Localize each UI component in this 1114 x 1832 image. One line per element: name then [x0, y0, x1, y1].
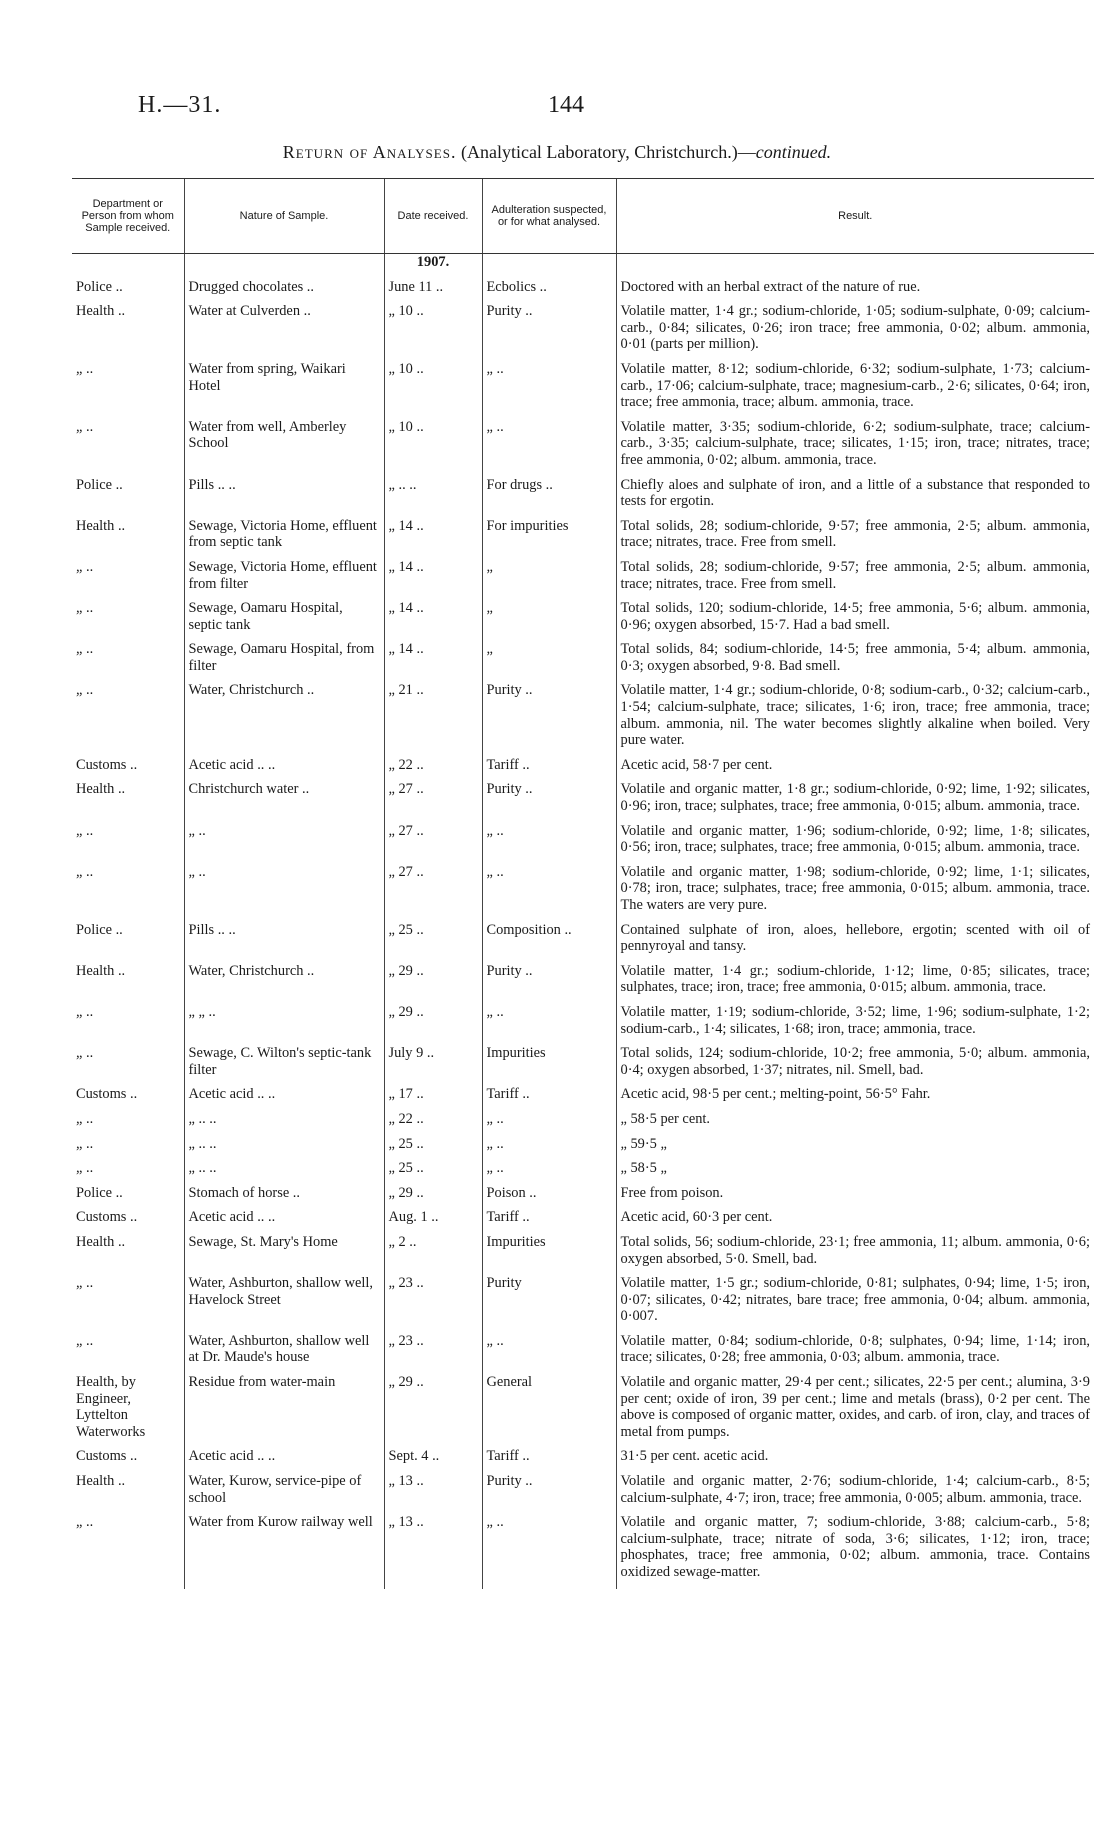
table-header-row	[72, 179, 1094, 254]
cell-department: „ ..	[76, 418, 94, 435]
cell-nature: „ ..	[184, 823, 384, 864]
cell-department: Health ..	[76, 517, 126, 534]
cell-date: „ 14 ..	[384, 600, 482, 641]
header-department: Department or Person from whom Sample received.	[72, 179, 184, 254]
cell-date: „ 27 ..	[384, 781, 482, 822]
cell-department: „ ..	[76, 682, 94, 699]
cell-nature: Residue from water-main	[184, 1374, 384, 1448]
cell-date: „ 22 ..	[384, 1111, 482, 1136]
cell-date: „ 29 ..	[384, 1374, 482, 1448]
cell-department: „ ..	[76, 600, 94, 617]
cell-nature: Water from Kurow railway well	[184, 1514, 384, 1588]
cell-result: Contained sulphate of iron, aloes, hellebore, ergotin; scented with oil of pennyroyal and tansy.	[616, 922, 1094, 963]
table-row	[72, 1045, 1094, 1086]
cell-adulteration: „ ..	[482, 1111, 616, 1136]
table-row	[72, 1209, 1094, 1234]
cell-adulteration: „ ..	[482, 1136, 616, 1161]
cell-adulteration: „ ..	[482, 864, 616, 922]
cell-adulteration: Purity ..	[482, 781, 616, 822]
header-date: Date received.	[384, 179, 482, 254]
cell-adulteration: For drugs ..	[482, 477, 616, 518]
cell-nature: „ .. ..	[184, 1136, 384, 1161]
cell-adulteration: „ ..	[482, 1333, 616, 1374]
cell-department: „ ..	[76, 1160, 94, 1177]
cell-adulteration: Composition ..	[482, 922, 616, 963]
cell-adulteration: Tariff ..	[482, 1086, 616, 1111]
header-result: Result.	[616, 179, 1094, 254]
cell-result: Total solids, 28; sodium-chloride, 9·57; free ammonia, 2·5; album. ammonia, trace; nitrates, trace. Free from smell.	[616, 518, 1094, 559]
cell-department: „ ..	[76, 360, 94, 377]
cell-adulteration: „ ..	[482, 361, 616, 419]
header-nature: Nature of Sample.	[184, 179, 384, 254]
cell-adulteration: Tariff ..	[482, 757, 616, 782]
cell-result: Acetic acid, 60·3 per cent.	[616, 1209, 1094, 1234]
cell-result: Volatile and organic matter, 29·4 per cent.; silicates, 22·5 per cent.; alumina, 3·9 per cent; oxide of iron, 39 per cent.; lime and metals (brass), 0·2 per cent. The above is composed of organic matter, oxides, and carb. of iron, clay, and traces of metal from pumps.	[616, 1374, 1094, 1448]
subtitle-title: Return of Analyses.	[282, 142, 457, 162]
cell-date: „ 14 ..	[384, 518, 482, 559]
cell-result: Total solids, 84; sodium-chloride, 14·5; free ammonia, 5·4; album. ammonia, 0·3; oxygen absorbed, 9·8. Bad smell.	[616, 641, 1094, 682]
cell-date: „ 25 ..	[384, 1136, 482, 1161]
cell-result: Free from poison.	[616, 1185, 1094, 1210]
cell-result: Volatile and organic matter, 7; sodium-chloride, 3·88; calcium-carb., 5·8; calcium-sulphate, trace; nitrate of soda, 3·6; silicates, 1·12; iron, trace; phosphates, trace; free ammonia, 0·02; album. ammonia, trace. Contains oxidized sewage-matter.	[616, 1514, 1094, 1588]
cell-adulteration: „	[482, 559, 616, 600]
table-row	[72, 1185, 1094, 1210]
subtitle-location: (Analytical Laboratory, Christchurch.)—	[460, 142, 756, 162]
cell-nature: Water, Kurow, service-pipe of school	[184, 1473, 384, 1514]
cell-nature: Acetic acid .. ..	[184, 1209, 384, 1234]
table-row	[72, 823, 1094, 864]
table-row	[72, 1234, 1094, 1275]
cell-department: Health ..	[76, 781, 126, 798]
cell-adulteration: „ ..	[482, 1004, 616, 1045]
cell-result: „ 58·5 per cent.	[616, 1111, 1094, 1136]
cell-nature: „ ..	[184, 864, 384, 922]
table-row	[72, 303, 1094, 361]
table-row	[72, 279, 1094, 304]
cell-department: Customs ..	[76, 1209, 138, 1226]
table-row	[72, 477, 1094, 518]
cell-department: „ ..	[76, 863, 94, 880]
cell-department: „ ..	[76, 1045, 94, 1062]
cell-department: „ ..	[76, 1110, 94, 1127]
cell-date: „ 27 ..	[384, 823, 482, 864]
cell-department: Health ..	[76, 1233, 126, 1250]
cell-result: 31·5 per cent. acetic acid.	[616, 1448, 1094, 1473]
cell-result: Volatile and organic matter, 1·8 gr.; sodium-chloride, 0·92; lime, 1·92; silicates, 0·96; iron, trace; sulphates, trace; free ammonia, 0·015; album. ammonia, trace.	[616, 781, 1094, 822]
table-row	[72, 1374, 1094, 1448]
header-adulteration: Adulteration suspected, or for what analysed.	[482, 179, 616, 254]
cell-adulteration: „ ..	[482, 1514, 616, 1588]
cell-date: „ 25 ..	[384, 1160, 482, 1185]
table-row	[72, 1473, 1094, 1514]
cell-nature: Water from spring, Waikari Hotel	[184, 361, 384, 419]
cell-department: „ ..	[76, 1332, 94, 1349]
year-row	[72, 254, 1094, 279]
cell-date: „ 29 ..	[384, 1004, 482, 1045]
cell-nature: Acetic acid .. ..	[184, 1448, 384, 1473]
cell-nature: Water, Ashburton, shallow well at Dr. Maude's house	[184, 1333, 384, 1374]
cell-adulteration: „ ..	[482, 419, 616, 477]
cell-result: Volatile and organic matter, 1·98; sodium-chloride, 0·92; lime, 1·1; silicates, 0·78; iron, trace; sulphates, trace; free ammonia, 0·015; album. ammonia, trace. The waters are very pure.	[616, 864, 1094, 922]
cell-adulteration: Purity ..	[482, 682, 616, 756]
table-row	[72, 1514, 1094, 1588]
cell-result: Volatile and organic matter, 2·76; sodium-chloride, 1·4; calcium-carb., 8·5; calcium-sulphate, 4·7; iron, trace; free ammonia, 0·005; album. ammonia, trace.	[616, 1473, 1094, 1514]
table-row	[72, 641, 1094, 682]
table-row	[72, 1111, 1094, 1136]
table-row	[72, 682, 1094, 756]
cell-adulteration: For impurities	[482, 518, 616, 559]
table-row	[72, 559, 1094, 600]
cell-adulteration: Purity	[482, 1275, 616, 1333]
cell-nature: Pills .. ..	[184, 477, 384, 518]
table-row	[72, 1275, 1094, 1333]
cell-department: Police ..	[76, 921, 123, 938]
cell-result: „ 58·5 „	[616, 1160, 1094, 1185]
cell-result: Volatile matter, 3·35; sodium-chloride, 6·2; sodium-sulphate, trace; calcium-carb., 3·35; calcium-sulphate, trace; silicates, 1·15; iron, trace; nitrates, trace; free ammonia, 0·02; album. ammonia, trace.	[616, 419, 1094, 477]
cell-nature: Water at Culverden ..	[184, 303, 384, 361]
cell-result: Volatile matter, 1·4 gr.; sodium-chloride, 0·8; sodium-carb., 0·32; calcium-carb., 1·54; calcium-sulphate, trace; silicates, 1·6; iron, trace; free ammonia, trace; album. ammonia, nil. The water becomes slightly alkaline when boiled. Very pure water.	[616, 682, 1094, 756]
cell-date: Sept. 4 ..	[384, 1448, 482, 1473]
cell-result: Total solids, 56; sodium-chloride, 23·1; free ammonia, 11; album. ammonia, 0·6; oxygen absorbed, 5·0. Smell, bad.	[616, 1234, 1094, 1275]
cell-nature: Drugged chocolates ..	[184, 279, 384, 304]
cell-nature: Acetic acid .. ..	[184, 757, 384, 782]
cell-result: Volatile matter, 1·19; sodium-chloride, 3·52; lime, 1·96; sodium-sulphate, 1·2; sodium-carb., 1·4; silicates, 1·68; iron, trace; ammonia, trace.	[616, 1004, 1094, 1045]
year-label: 1907.	[416, 254, 450, 270]
cell-date: „ 10 ..	[384, 303, 482, 361]
cell-date: „ 10 ..	[384, 419, 482, 477]
table-row	[72, 963, 1094, 1004]
table-row	[72, 361, 1094, 419]
analyses-table	[72, 178, 1094, 1589]
cell-nature: Christchurch water ..	[184, 781, 384, 822]
cell-result: Acetic acid, 58·7 per cent.	[616, 757, 1094, 782]
cell-nature: Sewage, St. Mary's Home	[184, 1234, 384, 1275]
table-row	[72, 419, 1094, 477]
cell-date: „ 21 ..	[384, 682, 482, 756]
table-row	[72, 1004, 1094, 1045]
cell-date: „ 29 ..	[384, 1185, 482, 1210]
cell-adulteration: Tariff ..	[482, 1209, 616, 1234]
table-row	[72, 922, 1094, 963]
cell-result: Acetic acid, 98·5 per cent.; melting-point, 56·5° Fahr.	[616, 1086, 1094, 1111]
cell-adulteration: Purity ..	[482, 303, 616, 361]
cell-result: Total solids, 28; sodium-chloride, 9·57; free ammonia, 2·5; album. ammonia, trace; nitrates, trace. Free from smell.	[616, 559, 1094, 600]
cell-adulteration: „ ..	[482, 823, 616, 864]
cell-department: Health ..	[76, 962, 126, 979]
subtitle-continued: continued.	[755, 142, 832, 162]
cell-nature: Sewage, Oamaru Hospital, septic tank	[184, 600, 384, 641]
page-subtitle	[0, 142, 1114, 163]
cell-department: „ ..	[76, 1003, 94, 1020]
cell-nature: „ .. ..	[184, 1160, 384, 1185]
cell-date: „ .. ..	[384, 477, 482, 518]
cell-nature: Sewage, C. Wilton's septic-tank filter	[184, 1045, 384, 1086]
cell-adulteration: Tariff ..	[482, 1448, 616, 1473]
cell-date: „ 22 ..	[384, 757, 482, 782]
table-row	[72, 1448, 1094, 1473]
cell-adulteration: Poison ..	[482, 1185, 616, 1210]
cell-department: Customs ..	[76, 1448, 138, 1465]
cell-department: Health ..	[76, 303, 126, 320]
cell-department: „ ..	[76, 641, 94, 658]
cell-result: Volatile matter, 8·12; sodium-chloride, 6·32; sodium-sulphate, 1·73; calcium-carb., 17·06; calcium-sulphate, trace; magnesium-carb., 2·6; silicates, 0·64; iron, trace; free ammonia, trace; album. ammonia, trace.	[616, 361, 1094, 419]
cell-date: „ 14 ..	[384, 559, 482, 600]
cell-nature: „ „ ..	[184, 1004, 384, 1045]
table-row	[72, 1136, 1094, 1161]
cell-result: Volatile and organic matter, 1·96; sodium-chloride, 0·92; lime, 1·8; silicates, 0·56; iron, trace; sulphates, trace; free ammonia, 0·015; album. ammonia, trace.	[616, 823, 1094, 864]
cell-nature: Water, Christchurch ..	[184, 682, 384, 756]
cell-date: „ 13 ..	[384, 1473, 482, 1514]
cell-department: „ ..	[76, 1514, 94, 1531]
cell-nature: „ .. ..	[184, 1111, 384, 1136]
cell-adulteration: „ ..	[482, 1160, 616, 1185]
table-row	[72, 864, 1094, 922]
cell-department: „ ..	[76, 558, 94, 575]
cell-department: Health, by Engineer, Lyttelton Waterworks	[76, 1374, 146, 1440]
cell-result: Total solids, 120; sodium-chloride, 14·5; free ammonia, 5·6; album. ammonia, 0·96; oxygen absorbed, 15·7. Had a bad smell.	[616, 600, 1094, 641]
table-row	[72, 518, 1094, 559]
cell-date: „ 27 ..	[384, 864, 482, 922]
table-row	[72, 600, 1094, 641]
cell-nature: Sewage, Victoria Home, effluent from filter	[184, 559, 384, 600]
cell-adulteration: General	[482, 1374, 616, 1448]
cell-department: Customs ..	[76, 756, 138, 773]
cell-date: „ 13 ..	[384, 1514, 482, 1588]
cell-department: Police ..	[76, 1184, 123, 1201]
cell-date: „ 2 ..	[384, 1234, 482, 1275]
cell-date: „ 23 ..	[384, 1333, 482, 1374]
cell-date: „ 14 ..	[384, 641, 482, 682]
document-code: H.—31.	[138, 92, 222, 118]
cell-result: „ 59·5 „	[616, 1136, 1094, 1161]
cell-date: „ 10 ..	[384, 361, 482, 419]
cell-department: „ ..	[76, 822, 94, 839]
cell-nature: Stomach of horse ..	[184, 1185, 384, 1210]
cell-nature: Water, Ashburton, shallow well, Havelock Street	[184, 1275, 384, 1333]
cell-nature: Acetic acid .. ..	[184, 1086, 384, 1111]
cell-result: Volatile matter, 1·4 gr.; sodium-chloride, 1·12; lime, 0·85; silicates, trace; sulphates, trace; iron, trace; free ammonia, 0·015; album. ammonia, trace.	[616, 963, 1094, 1004]
cell-adulteration: Impurities	[482, 1045, 616, 1086]
cell-date: Aug. 1 ..	[384, 1209, 482, 1234]
cell-nature: Pills .. ..	[184, 922, 384, 963]
cell-date: „ 17 ..	[384, 1086, 482, 1111]
table-row	[72, 1160, 1094, 1185]
cell-date: „ 29 ..	[384, 963, 482, 1004]
cell-adulteration: Ecbolics ..	[482, 279, 616, 304]
cell-nature: Water, Christchurch ..	[184, 963, 384, 1004]
cell-department: Customs ..	[76, 1086, 138, 1103]
cell-date: „ 25 ..	[384, 922, 482, 963]
cell-result: Doctored with an herbal extract of the nature of rue.	[616, 279, 1094, 304]
cell-nature: Sewage, Victoria Home, effluent from septic tank	[184, 518, 384, 559]
table-row	[72, 781, 1094, 822]
cell-date: June 11 ..	[384, 279, 482, 304]
cell-result: Chiefly aloes and sulphate of iron, and a little of a substance that responded to tests for ergotin.	[616, 477, 1094, 518]
cell-department: Health ..	[76, 1473, 126, 1490]
cell-result: Total solids, 124; sodium-chloride, 10·2; free ammonia, 5·0; album. ammonia, 0·4; oxygen absorbed, 1·37; nitrates, nil. Smell, bad.	[616, 1045, 1094, 1086]
cell-result: Volatile matter, 1·4 gr.; sodium-chloride, 1·05; sodium-sulphate, 0·09; calcium-carb., 0·84; silicates, 0·26; iron trace; free ammonia, 0·02; album. ammonia, 0·01 (parts per million).	[616, 303, 1094, 361]
cell-adulteration: Purity ..	[482, 1473, 616, 1514]
cell-nature: Water from well, Amberley School	[184, 419, 384, 477]
cell-date: „ 23 ..	[384, 1275, 482, 1333]
table-row	[72, 1333, 1094, 1374]
cell-department: „ ..	[76, 1135, 94, 1152]
cell-adulteration: „	[482, 600, 616, 641]
page-number: 144	[548, 92, 584, 118]
cell-adulteration: Impurities	[482, 1234, 616, 1275]
cell-department: Police ..	[76, 476, 123, 493]
cell-department: „ ..	[76, 1275, 94, 1292]
cell-date: July 9 ..	[384, 1045, 482, 1086]
cell-adulteration: „	[482, 641, 616, 682]
cell-result: Volatile matter, 1·5 gr.; sodium-chloride, 0·81; sulphates, 0·94; lime, 1·5; iron, 0·07; silicates, 0·42; nitrates, bare trace; free ammonia, 0·04; album. ammonia, 0·007.	[616, 1275, 1094, 1333]
cell-department: Police ..	[76, 278, 123, 295]
cell-adulteration: Purity ..	[482, 963, 616, 1004]
cell-nature: Sewage, Oamaru Hospital, from filter	[184, 641, 384, 682]
table-row	[72, 757, 1094, 782]
cell-result: Volatile matter, 0·84; sodium-chloride, 0·8; sulphates, 0·94; lime, 1·14; iron, trace; silicates, 0·28; free ammonia, 0·03; album. ammonia, trace.	[616, 1333, 1094, 1374]
table-row	[72, 1086, 1094, 1111]
